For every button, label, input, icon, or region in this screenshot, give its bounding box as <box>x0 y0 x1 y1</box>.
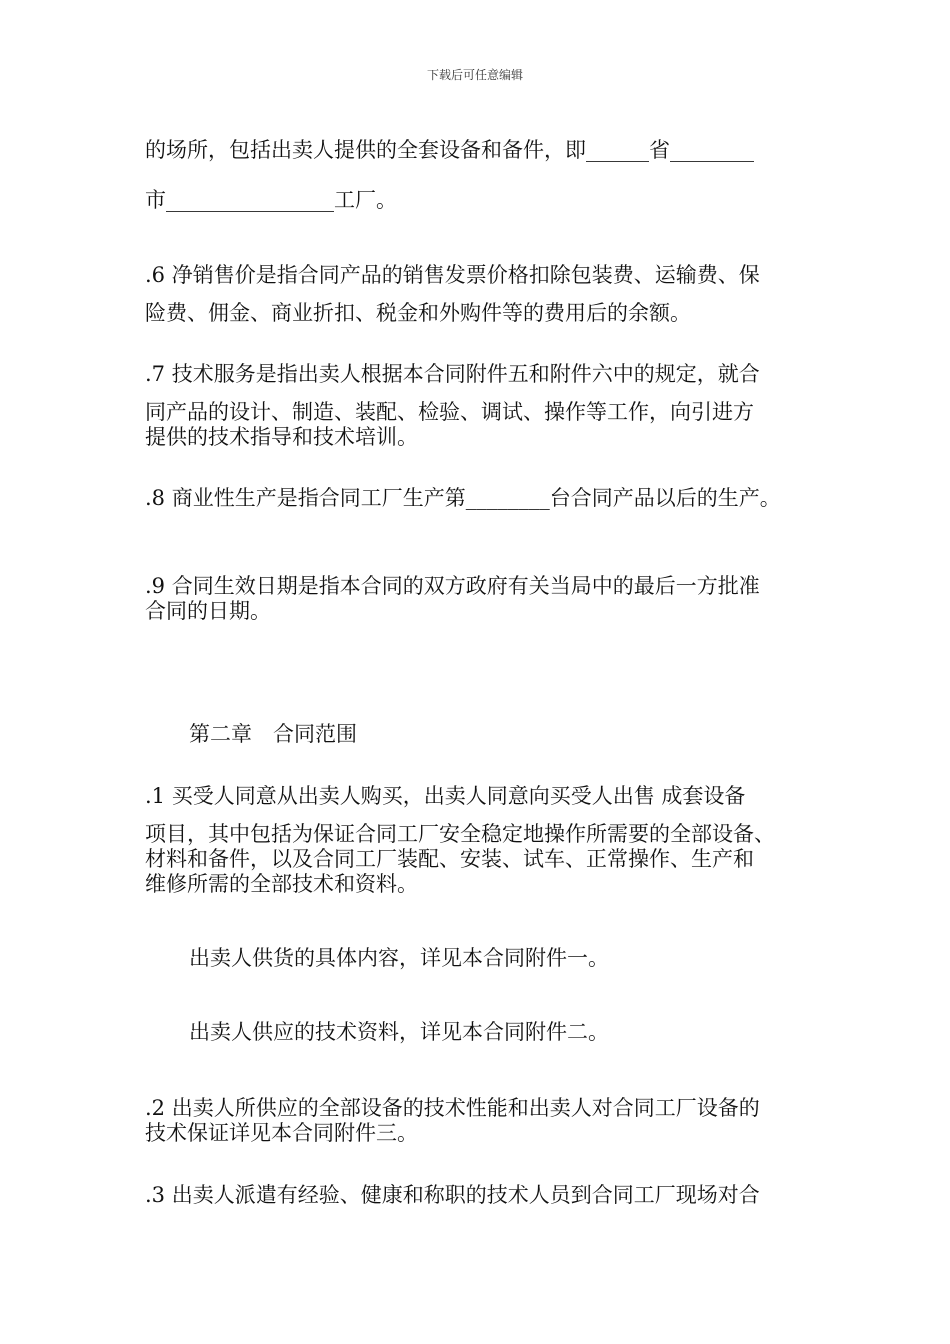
chapter-title: 第二章 合同范围 <box>189 722 357 746</box>
text-line: 同产品的设计、制造、装配、检验、调试、操作等工作，向引进方 <box>145 400 754 424</box>
text-line: 材料和备件，以及合同工厂装配、安装、试车、正常操作、生产和 <box>145 847 754 871</box>
text-line: 项目，其中包括为保证合同工厂安全稳定地操作所需要的全部设备、 <box>145 822 775 846</box>
page-header: 下载后可任意编辑 <box>426 68 523 82</box>
text-line: 技术保证详见本合同附件三。 <box>145 1121 418 1145</box>
text-line: 出卖人供货的具体内容，详见本合同附件一。 <box>189 946 609 970</box>
text-line: 的场所，包括出卖人提供的全套设备和备件，即______省________ <box>145 138 754 162</box>
text-line: .6 净销售价是指合同产品的销售发票价格扣除包装费、运输费、保 <box>145 263 760 287</box>
text-line: .3 出卖人派遣有经验、健康和称职的技术人员到合同工厂现场对合 <box>145 1183 760 1207</box>
text-line: .7 技术服务是指出卖人根据本合同附件五和附件六中的规定，就合 <box>145 362 760 386</box>
text-line: 提供的技术指导和技术培训。 <box>145 425 418 449</box>
text-line: 合同的日期。 <box>145 599 271 623</box>
text-line: 险费、佣金、商业折扣、税金和外购件等的费用后的余额。 <box>145 301 691 325</box>
text-line: .2 出卖人所供应的全部设备的技术性能和出卖人对合同工厂设备的 <box>145 1096 760 1120</box>
text-line: .1 买受人同意从出卖人购买，出卖人同意向买受人出售 成套设备 <box>145 784 746 808</box>
text-line: 市________________工厂。 <box>145 188 397 212</box>
text-line: .9 合同生效日期是指本合同的双方政府有关当局中的最后一方批准 <box>145 574 760 598</box>
text-line: 出卖人供应的技术资料，详见本合同附件二。 <box>189 1020 609 1044</box>
text-line: 维修所需的全部技术和资料。 <box>145 872 418 896</box>
text-line: .8 商业性生产是指合同工厂生产第________台合同产品以后的生产。 <box>145 486 781 510</box>
